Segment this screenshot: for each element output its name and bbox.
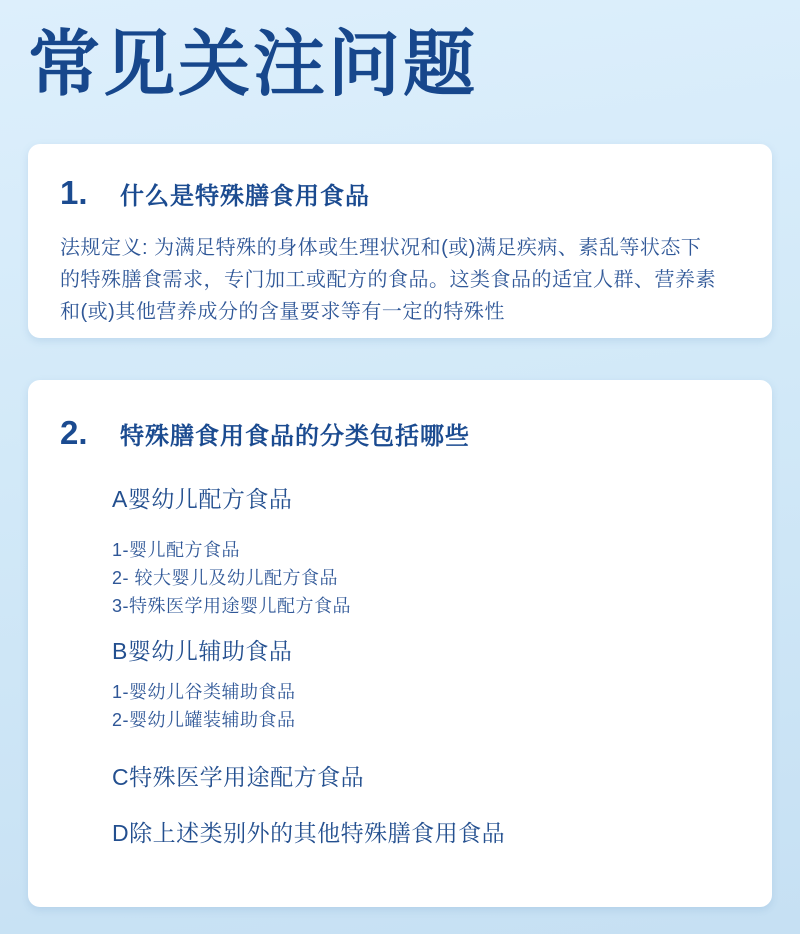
list-item: 3-特殊医学用途婴儿配方食品 [112,596,352,616]
question-heading: 什么是特殊膳食用食品 [120,183,370,210]
page-title: 常见关注问题 [28,25,479,105]
list-item: 2-婴幼儿罐装辅助食品 [112,710,296,730]
list-item: 1-婴儿配方食品 [112,540,241,560]
category-b-label: B婴幼儿辅助食品 [112,638,293,664]
question-row [60,172,732,218]
faq-card-classification [28,380,772,907]
faq-card-definition [28,144,772,338]
question-answer-text: 法规定义: 为满足特殊的身体或生理状况和(或)满足疾病、素乱等状态下的特殊膳食需求，专门加工或配方的食品。这类食品的适宜人群、营养素和(或)其他营养成分的含量要求等有一定的特殊性 [60,237,716,323]
category-d-label: D除上述类别外的其他特殊膳食用食品 [112,820,506,846]
category-list [60,484,732,848]
question-row [60,412,732,458]
category-b-items [112,678,732,734]
question-number: 2. [60,414,88,451]
list-item: 2- 较大婴儿及幼儿配方食品 [112,568,339,588]
category-a-items [112,536,732,620]
category-a-label: A婴幼儿配方食品 [112,486,293,512]
category-c-label: C特殊医学用途配方食品 [112,764,365,790]
question-heading: 特殊膳食用食品的分类包括哪些 [120,423,470,450]
list-item: 1-婴幼儿谷类辅助食品 [112,682,296,702]
question-number: 1. [60,174,88,211]
